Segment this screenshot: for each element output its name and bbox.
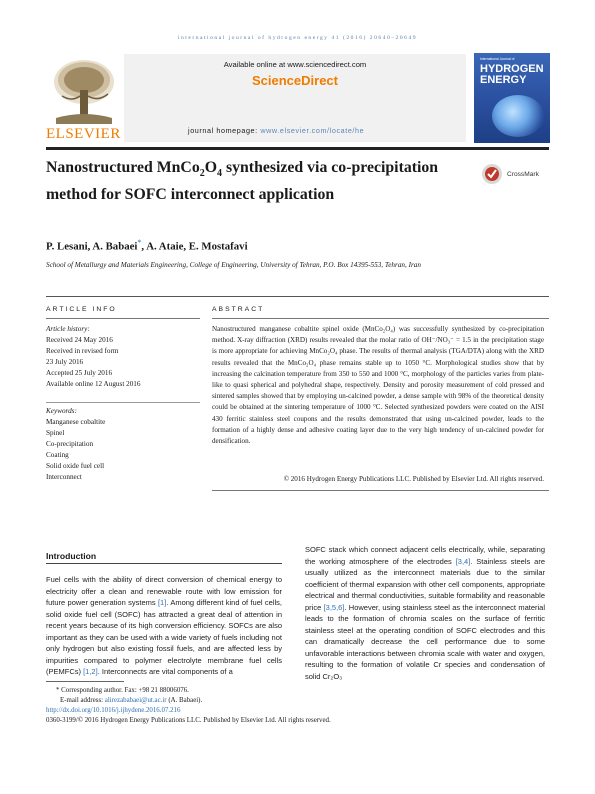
title-part-3: synthesized via co-precipitation method for SOFC interconnect application	[46, 159, 439, 204]
title-part-2: O	[204, 159, 218, 176]
introduction-rule	[46, 563, 282, 564]
article-info-rule	[46, 318, 200, 319]
email-suffix: (A. Babaei).	[166, 697, 203, 704]
title-part-1: Nanostructured MnCo	[46, 159, 200, 176]
intro-text: Fuel cells with the ability of direct conversion of chemical energy to electricity offer a clean and renewable route with low emission for future power generation systems	[46, 575, 282, 607]
article-info-heading: ARTICLE INFO	[46, 306, 117, 313]
title-subscript-1: 2	[199, 168, 205, 180]
keywords-rule	[46, 402, 200, 403]
abstract-rule	[212, 318, 549, 319]
abstract-copyright: © 2016 Hydrogen Energy Publications LLC. Published by Elsevier Ltd. All rights reserved.	[283, 475, 544, 483]
keyword-item: Manganese cobaltite	[46, 418, 106, 426]
cover-journal-prefix: International Journal of	[480, 57, 515, 61]
cover-title	[480, 64, 544, 86]
cover-title-line1: HYDROGEN	[480, 63, 544, 75]
corresponding-author-mark[interactable]: *	[137, 238, 142, 247]
citation-link[interactable]: [1,2]	[83, 667, 98, 676]
journal-homepage	[188, 126, 364, 135]
doi-link[interactable]: http://dx.doi.org/10.1016/j.ijhydene.2016.07.216	[46, 707, 181, 714]
intro-right-column	[305, 544, 545, 682]
article-title	[46, 157, 446, 205]
title-subscript-2: 4	[217, 168, 223, 180]
introduction-heading: Introduction	[46, 551, 97, 561]
abstract-bottom-rule	[212, 490, 549, 491]
affiliation: School of Metallurgy and Materials Engineering, College of Engineering, University of Tehran, P.O. Box 14395-553, Tehran, Iran	[46, 261, 421, 269]
header-divider	[46, 147, 549, 150]
crossmark-label[interactable]: CrossMark	[507, 171, 539, 178]
citation-link[interactable]: [3,4]	[455, 556, 471, 566]
sciencedirect-link[interactable]: www.sciencedirect.com	[287, 60, 367, 69]
citation-link[interactable]: [1]	[157, 598, 167, 607]
front-matter-divider	[46, 296, 549, 297]
intro-text: . Stainless steels are usually utilized as the interconnect materials due to the similar coefficient of thermal expansion with other cell components, appropriate electrical and thermal conductivities, suitable formability and reasonable price	[305, 556, 545, 612]
journal-running-head: international journal of hydrogen energy 41 (2016) 20640–20649	[177, 35, 418, 41]
elsevier-wordmark: ELSEVIER	[46, 126, 121, 142]
email-note	[46, 696, 560, 706]
cover-artwork	[492, 95, 544, 137]
intro-text: . Among different kind of fuel cells, solid oxide fuel cell (SOFC) has attracted a great deal of attention in recent years because of its high conversion efficiency. SOFCs are also important as they can be used with a wide variety of fuels including not only hydrogen but also existing fossil fuels, and are affected less by impurities compared to polymer electrolyte membrane fuel cells (PEMFCs)	[46, 598, 283, 676]
intro-text: . Interconnects are vital components of a	[97, 667, 233, 676]
history-item: Received in revised form	[46, 347, 119, 355]
author-babaei: A. Babaei	[92, 240, 138, 253]
keyword-item: Spinel	[46, 429, 65, 437]
corresponding-author-note: * Corresponding author. Fax: +98 21 88006076.	[56, 687, 189, 694]
available-online-label: Available online at	[223, 60, 288, 69]
keyword-item: Coating	[46, 451, 69, 459]
keyword-item: Solid oxide fuel cell	[46, 462, 105, 470]
footnote-rule	[46, 681, 124, 682]
history-label: Article history:	[46, 325, 90, 333]
keyword-item: Co-precipitation	[46, 440, 94, 448]
keywords-label: Keywords:	[46, 407, 77, 415]
author-list	[46, 238, 248, 253]
author-lesani: P. Lesani,	[46, 240, 93, 253]
intro-text: SOFC stack which connect adjacent cells electrically, while, separating the working atmosphere of the electrodes	[305, 545, 545, 566]
history-item: Received 24 May 2016	[46, 336, 113, 344]
history-item: 23 July 2016	[46, 358, 84, 366]
intro-left-column	[46, 574, 282, 678]
abstract-heading: ABSTRACT	[212, 306, 265, 313]
email-label: E-mail address:	[60, 697, 105, 704]
homepage-link[interactable]: www.elsevier.com/locate/he	[260, 126, 365, 135]
intro-text: . However, using stainless steel as the interconnect material leads to the formation of chromia scales on the surface of ferritic stainless steel at the operating condition of SOFC electrodes and this can dramatically decrease the cell performance due to some unfavorable interactions between chromia scale with water and oxygen, resulting to the formation of volatile Cr species and condensation of solid Cr₂O₃	[305, 602, 545, 681]
journal-cover-thumbnail[interactable]	[474, 53, 550, 143]
homepage-label: journal homepage:	[188, 126, 261, 135]
history-item: Available online 12 August 2016	[46, 380, 141, 388]
keyword-item: Interconnect	[46, 473, 82, 481]
sciencedirect-brand[interactable]: ScienceDirect	[252, 73, 338, 88]
history-item: Accepted 25 July 2016	[46, 369, 113, 377]
cover-title-line2: ENERGY	[480, 74, 527, 86]
available-online	[124, 60, 466, 69]
author-others: , A. Ataie, E. Mostafavi	[141, 240, 248, 253]
abstract-text: Nanostructured manganese cobaltite spinel oxide (MnCo₂O₄) was successfully synthesized by co-precipitation method. X-ray diffraction (XRD) results revealed that the molar ratio of OH⁻/NO₃⁻ = 1.5 in the precipitation stage is more appropriate for achieving MnCo₂O₄ phase. The results of thermal analysis (TGA/DTA) along with the XRD results revealed that the MnCo₂O₄ phase remains stable up to 1050 °C. Morphological studies show that by increasing the calcination temperature from 350 to 550 and 1000 °C, morphology of the particles varies from plate-like to quasi spherical and polyhedral shape, respectively. Density and porosity measurement of cold pressed and sintered samples showed that by employing un-calcined powder, a dense sample with 98% of the theoretical density could be obtained at the sintering temperature of 1000 °C. Selected synthesized powders were coated on the AISI 430 ferritic stainless steel coupons and the results demonstrated that using un-calcined powder, leads to the formation of a highly dense and adhesive coating layer due to the very high tendency of un-calcined powder for densification.	[212, 325, 544, 446]
citation-link[interactable]: [3,5,6]	[323, 602, 345, 612]
issn-line: 0360-3199/© 2016 Hydrogen Energy Publications LLC. Published by Elsevier Ltd. All rights reserved.	[46, 717, 331, 724]
email-link[interactable]: alirezababaei@ut.ac.ir	[104, 697, 167, 704]
